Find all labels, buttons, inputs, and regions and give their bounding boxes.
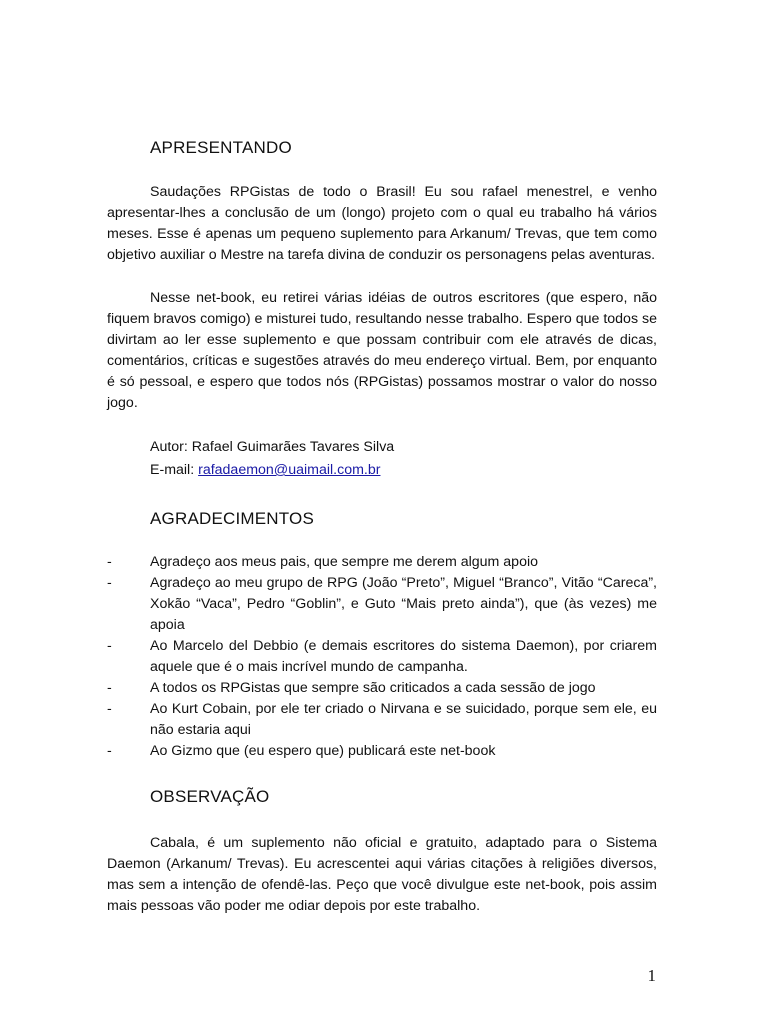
email-label: E-mail:: [150, 462, 199, 478]
list-item: [107, 699, 657, 741]
heading-observacao: OBSERVAÇÃO: [150, 787, 270, 806]
list-bullet: -: [107, 680, 112, 696]
observation-paragraph: Cabala, é um suplemento não oficial e gratuito, adaptado para o Sistema Daemon (Arkanum/ Trevas). Eu acrescentei aqui várias citações à religiões diversos, mas sem a intenção de ofendê-las. Peço que você divulgue este net-book, pois assim mais pessoas vão poder me odiar depois por este trabalho.: [107, 835, 657, 914]
email-link[interactable]: rafadaemon@uaimail.com.br: [198, 462, 381, 478]
list-item-text: Ao Marcelo del Debbio (e demais escritores do sistema Daemon), por criarem aquele que é o mais incrível mundo de campanha.: [150, 638, 657, 675]
list-item-text: A todos os RPGistas que sempre são criticados a cada sessão de jogo: [150, 680, 596, 696]
heading-apresentando: APRESENTANDO: [150, 138, 292, 157]
list-item-text: Agradeço ao meu grupo de RPG (João “Preto”, Miguel “Branco”, Vitão “Careca”, Xokão “Vaca”, Pedro “Goblin”, e Guto “Mais preto ainda”), que (às vezes) me apoia: [150, 575, 657, 633]
heading-agradecimentos: AGRADECIMENTOS: [150, 509, 315, 528]
acknowledgements-list: [107, 552, 657, 762]
list-item: [107, 573, 657, 636]
list-bullet: -: [107, 554, 112, 570]
list-item-text: Ao Kurt Cobain, por ele ter criado o Nirvana e se suicidado, porque sem ele, eu não estaria aqui: [150, 701, 657, 738]
page-number: 1: [647, 966, 656, 985]
list-item-text: Agradeço aos meus pais, que sempre me derem algum apoio: [150, 554, 539, 570]
intro-paragraph-2: Nesse net-book, eu retirei várias idéias de outros escritores (que espero, não fiquem bravos comigo) e misturei tudo, resultando nesse trabalho. Espero que todos se divirtam ao ler esse suplemento e que possam contribuir com ele através de dicas, comentários, críticas e sugestões através do meu endereço virtual. Bem, por enquanto é só pessoal, e espero que todos nós (RPGistas) possamos mostrar o valor do nosso jogo.: [107, 290, 657, 411]
list-item: [107, 636, 657, 678]
author-line: Autor: Rafael Guimarães Tavares Silva: [150, 439, 395, 455]
list-bullet: -: [107, 638, 112, 654]
list-item: [107, 552, 657, 573]
list-item: [107, 741, 657, 762]
list-bullet: -: [107, 701, 112, 717]
intro-paragraph-1: Saudações RPGistas de todo o Brasil! Eu sou rafael menestrel, e venho apresentar-lhes a conclusão de um (longo) projeto com o qual eu trabalho há vários meses. Esse é apenas um pequeno suplemento para Arkanum/ Trevas, que tem como objetivo auxiliar o Mestre na tarefa divina de conduzir os personagens pelas aventuras.: [107, 184, 657, 263]
email-line: [150, 460, 380, 481]
list-item: [107, 678, 657, 699]
list-bullet: -: [107, 575, 112, 591]
list-bullet: -: [107, 743, 112, 759]
list-item-text: Ao Gizmo que (eu espero que) publicará este net-book: [150, 743, 496, 759]
